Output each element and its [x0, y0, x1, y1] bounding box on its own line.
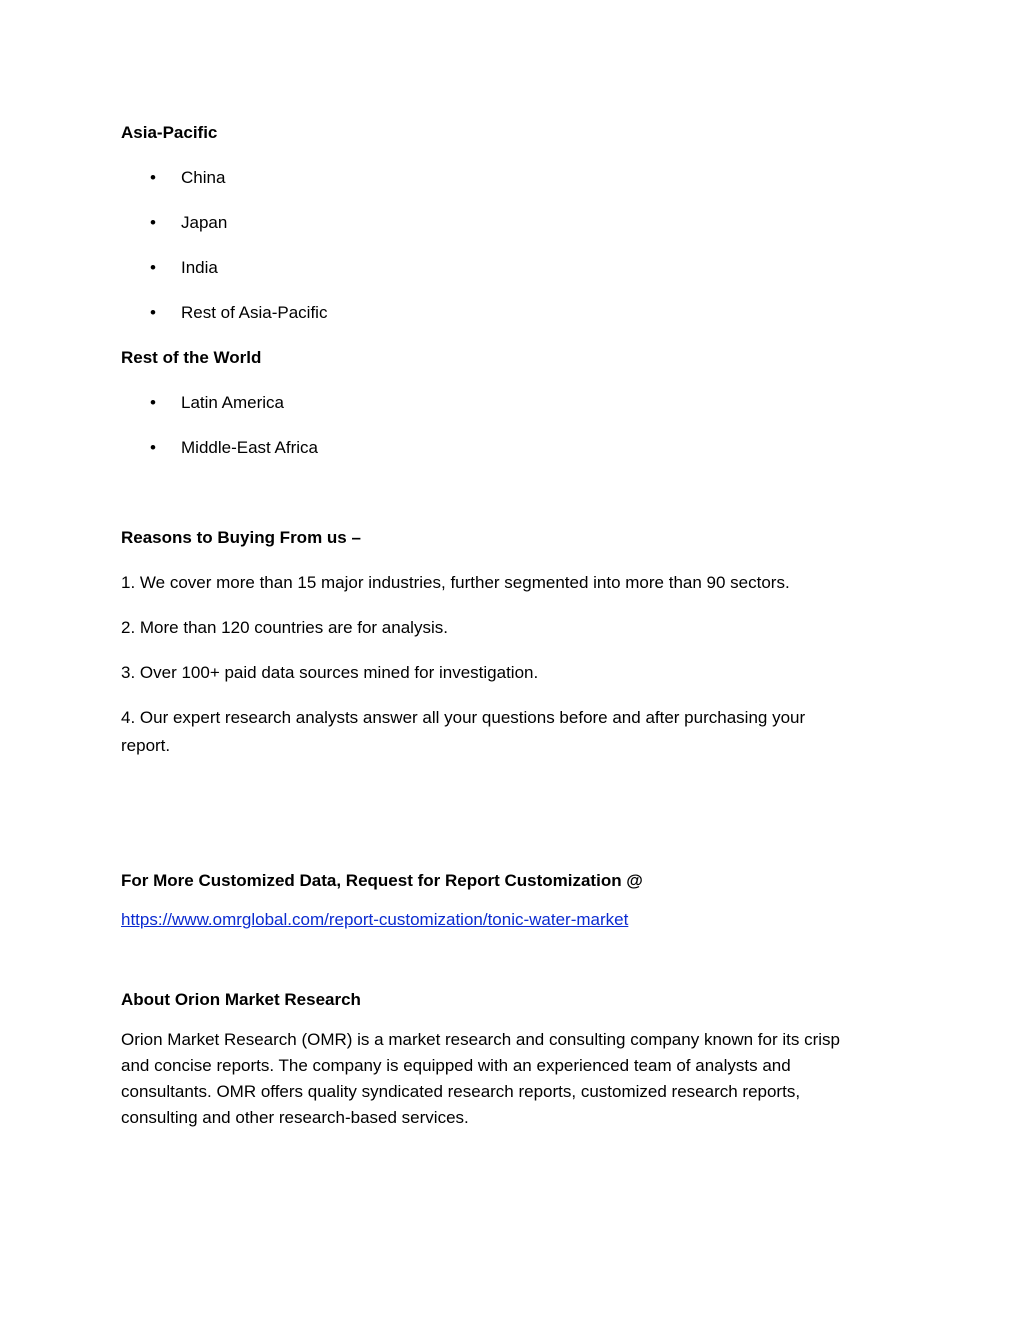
- rest-of-world-heading: Rest of the World: [121, 348, 262, 367]
- bullet-icon: •: [150, 258, 156, 277]
- list-item: [150, 438, 318, 458]
- list-item-text: China: [181, 168, 226, 187]
- bullet-icon: •: [150, 213, 156, 232]
- about-line: consultants. OMR offers quality syndicated research reports, customized research reports,: [121, 1082, 801, 1101]
- bullet-icon: •: [150, 168, 156, 187]
- about-line: Orion Market Research (OMR) is a market research and consulting company known for its crisp: [121, 1030, 840, 1049]
- reasons-heading: Reasons to Buying From us –: [121, 528, 361, 547]
- report-customization-link[interactable]: https://www.omrglobal.com/report-customization/tonic-water-market: [121, 910, 629, 929]
- list-item: [150, 168, 225, 188]
- list-item-text: Rest of Asia-Pacific: [181, 303, 328, 322]
- list-item-text: Middle-East Africa: [181, 438, 318, 457]
- reason-item: 1. We cover more than 15 major industries, further segmented into more than 90 sectors.: [121, 573, 790, 592]
- about-line: and concise reports. The company is equipped with an experienced team of analysts and: [121, 1056, 791, 1075]
- list-item-text: Latin America: [181, 393, 284, 412]
- customization-heading: For More Customized Data, Request for Report Customization @: [121, 871, 643, 890]
- reason-item-continuation: report.: [121, 736, 171, 755]
- list-item: [150, 303, 327, 323]
- about-line: consulting and other research-based services.: [121, 1108, 469, 1127]
- asia-pacific-heading: Asia-Pacific: [121, 123, 218, 142]
- list-item-text: Japan: [181, 213, 228, 232]
- list-item: [150, 258, 218, 278]
- bullet-icon: •: [150, 393, 156, 412]
- list-item-text: India: [181, 258, 218, 277]
- bullet-icon: •: [150, 438, 156, 457]
- reason-item: 2. More than 120 countries are for analysis.: [121, 618, 448, 637]
- about-heading: About Orion Market Research: [121, 990, 361, 1009]
- reason-item: 3. Over 100+ paid data sources mined for investigation.: [121, 663, 539, 682]
- list-item: [150, 393, 284, 413]
- reason-item: 4. Our expert research analysts answer all your questions before and after purchasing your: [121, 708, 806, 727]
- list-item: [150, 213, 227, 233]
- bullet-icon: •: [150, 303, 156, 322]
